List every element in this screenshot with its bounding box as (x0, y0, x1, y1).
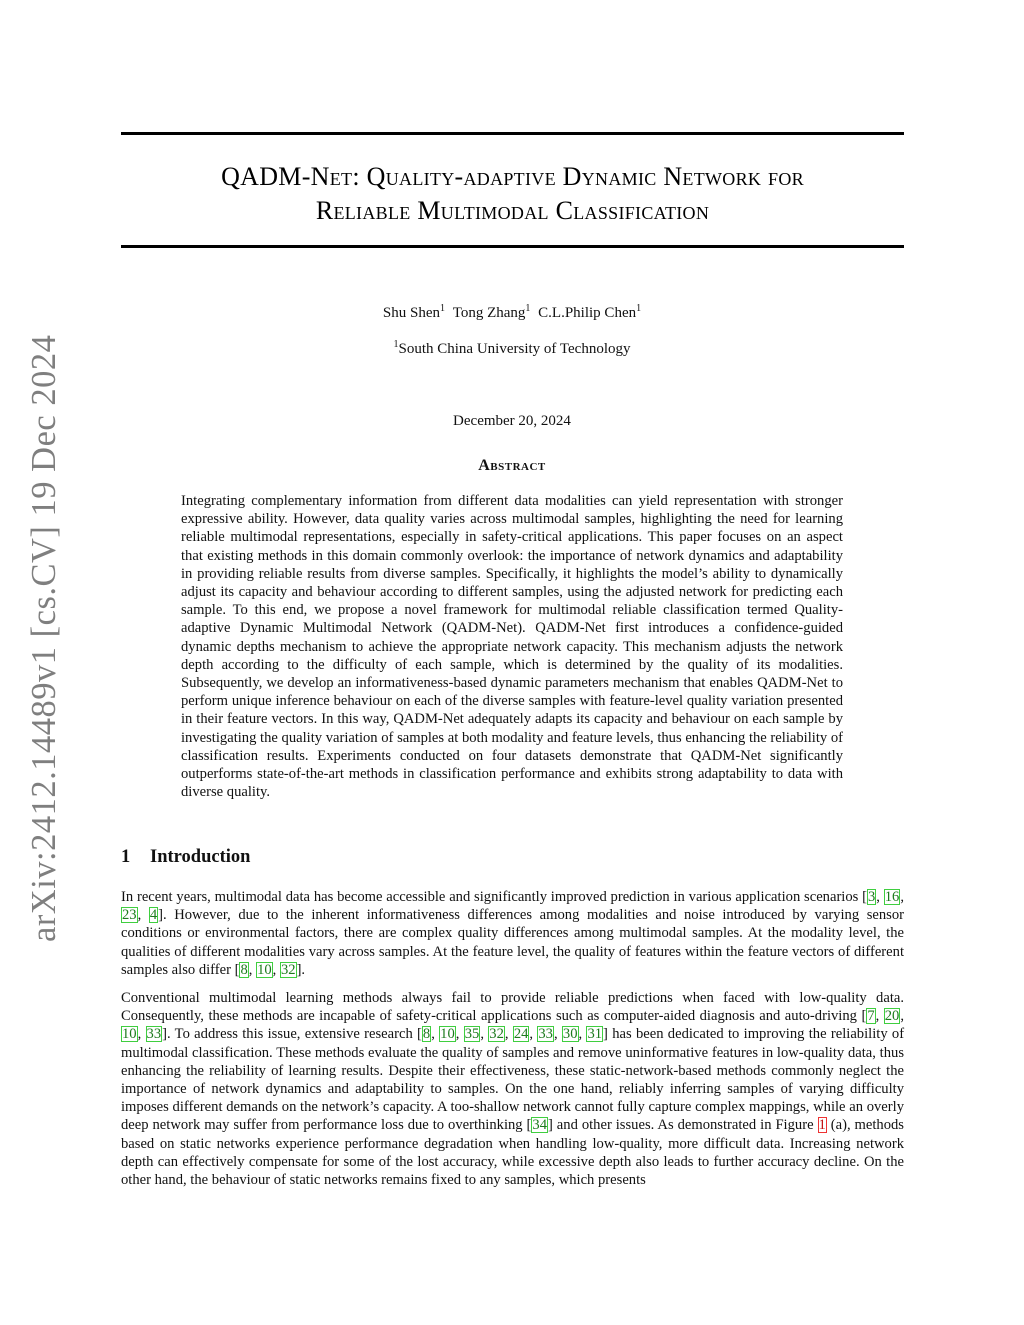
citation-link[interactable]: 10 (257, 961, 272, 978)
citation-link[interactable]: 10 (440, 1026, 455, 1043)
intro-paragraph-2: Conventional multimodal learning methods always fail to provide reliable predictions when faced with low-quality data. Consequently, these methods are incapable of safety-critical applications such as computer-aided diagnosis and auto-driving [7, 20, 10, 33]. To address this issue, extensive research [8, 10, 35, 32, 24, 33, 30, 31] has been dedicated to improving the reliability of multimodal classification. These methods evaluate the quality of samples and remove uninformative features in low-quality data, thus enhancing the reliability of learning results. Despite their effectiveness, these static-network-based methods commonly neglect the importance of network dynamics and adaptability to samples. On the one hand, reliably inferring samples of varying difficulty imposes different demands on the network’s capacity. A too-shallow network cannot fully capture complex mappings, while an overly deep network may suffer from performance loss due to overthinking [34] and other issues. As demonstrated in Figure 1 (a), methods based on static networks experience performance degradation when handling low-quality, more difficult data. Increasing network depth can effectively compensate for some of the lost accuracy, while excessive depth also leads to further accuracy decline. On the other hand, the behaviour of static networks remains fixed to any samples, which presents (121, 990, 905, 1189)
author: Shu Shen$^1$ (382, 303, 445, 321)
figure-reference-link[interactable]: 1 (818, 1117, 826, 1134)
citation-link[interactable]: 4 (149, 907, 158, 924)
citation-link[interactable]: 10 (122, 1026, 137, 1043)
affiliation: $^1$South China University of Technology (393, 339, 631, 357)
section-heading (121, 847, 250, 868)
citation-group (531, 1117, 548, 1133)
author: Tong Zhang$^1$ (452, 303, 531, 321)
citation-link[interactable]: 33 (146, 1026, 162, 1043)
citation-group: 8, 10, 35, 32, 24, 33, 30, 31 (422, 1026, 603, 1043)
title-line-2: Reliable Multimodal Classification (315, 196, 710, 225)
citation-link[interactable]: 34 (532, 1117, 547, 1134)
author-list (0, 303, 1024, 322)
section-title: Introduction (150, 847, 251, 867)
author: C.L.Philip Chen$^1$ (538, 303, 642, 321)
citation-link[interactable]: 3 (868, 889, 876, 905)
citation-group: 7, 20, 10, 33 (122, 1008, 904, 1043)
section-number: 1 (121, 847, 131, 867)
citation-link[interactable]: 33 (538, 1026, 553, 1043)
citation-link[interactable]: 32 (489, 1026, 504, 1043)
title-line-1: QADM-Net: Quality-adaptive Dynamic Network for (221, 162, 804, 191)
citation-link[interactable]: 8 (240, 961, 248, 978)
citation-link[interactable]: 32 (280, 961, 296, 978)
citation-link[interactable]: 8 (422, 1026, 431, 1043)
paper-title (121, 160, 904, 228)
citation-link[interactable]: 20 (884, 1008, 900, 1025)
title-rule-top (121, 132, 904, 135)
citation-link[interactable]: 35 (464, 1026, 480, 1043)
citation-link[interactable]: 16 (884, 889, 900, 905)
arxiv-stamp: arXiv:2412.14489v1 [cs.CV] 19 Dec 2024 (25, 334, 63, 942)
citation-link[interactable]: 23 (122, 907, 137, 924)
paper-date: December 20, 2024 (453, 413, 571, 429)
citation-link[interactable]: 31 (587, 1026, 603, 1043)
citation-link[interactable]: 30 (562, 1026, 578, 1043)
intro-paragraph-1: In recent years, multimodal data has become accessible and significantly improved prediction in various application scenarios [3, 16, 23, 4]. However, due to the inherent informativeness differences among modalities and noise introduced by varying sensor conditions or environmental factors, there are complex quality differences among multimodal samples. At the modality level, the qualities of different modalities vary across samples. At the feature level, the quality of features within the feature vectors of different samples also differ [8, 10, 32]. (121, 889, 904, 978)
citation-group: 8, 10, 32 (240, 961, 296, 978)
title-rule-bottom (121, 245, 904, 248)
citation-link[interactable]: 7 (867, 1008, 875, 1025)
abstract-heading: Abstract (478, 457, 546, 474)
abstract-text: Integrating complementary information from different data modalities can yield representation with stronger expressive ability. However, data quality varies across multimodal samples, highlighting the need for learning reliable multimodal representations, especially in safety-critical applications. This paper focuses on an aspect that existing methods in this domain commonly overlook: the importance of network dynamics and adaptability in providing reliable results from diverse samples. Specifically, it highlights the model’s ability to dynamically adjust its capacity and behaviour according to different samples, using the adjusted network for predicting each sample. To this end, we propose a novel framework for multimodal reliable classification termed Quality-adaptive Dynamic Multimodal Network (QADM-Net). QADM-Net first introduces a confidence-guided dynamic depths mechanism to achieve the appropriate network capacity. This mechanism adjusts the network depth according to the difficulty of each sample, which is determined by the quality of its modalities. Subsequently, we develop an informativeness-based dynamic parameters mechanism that enables QADM-Net to perform unique inference behaviour on each of the diverse samples with feature-level quality variation presented in their feature vectors. In this way, QADM-Net adequately adapts its capacity and behaviour on each sample by investigating the quality variation of samples at both modality and feature levels, thus enhancing the reliability of classification results. Experiments conducted on four datasets demonstrate that QADM-Net significantly outperforms state-of-the-art methods in classification performance and exhibits strong adaptability to data with diverse quality. (181, 493, 843, 801)
citation-group: 3, 16, 23, 4 (122, 889, 904, 924)
citation-link[interactable]: 24 (513, 1026, 529, 1043)
